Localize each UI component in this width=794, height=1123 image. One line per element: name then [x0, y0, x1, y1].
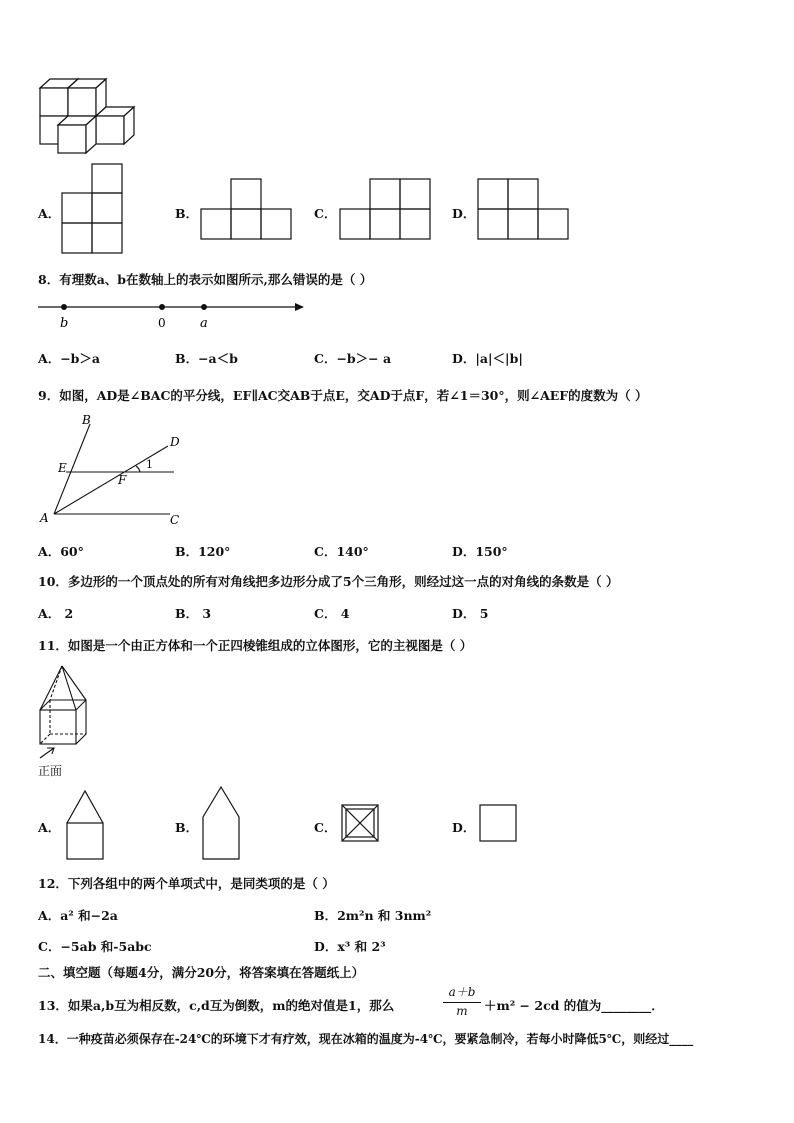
q7-option-c-figure [338, 177, 432, 241]
q11-solid-figure [36, 662, 94, 760]
q11-option-c-figure [340, 803, 382, 845]
q9-option-a: A．60° [38, 544, 84, 559]
q10-option-c: C． 4 [314, 606, 350, 621]
q9-label-F: F [118, 473, 127, 487]
q7-option-c-label: C． [314, 206, 337, 221]
q12-option-c: C．−5ab 和-5abc [38, 939, 152, 954]
q11-option-a-label: A． [38, 820, 61, 835]
q7-cube-figure [36, 76, 146, 160]
q8-option-c: C．−b＞− a [314, 351, 392, 366]
q8-option-b: B．−a＜b [175, 351, 238, 366]
q9-label-C: C [170, 513, 180, 527]
q12-stem: 12．下列各组中的两个单项式中，是同类项的是（ ） [38, 876, 335, 891]
q8-option-d: D．|a|＜|b| [452, 351, 523, 366]
q10-option-d: D． 5 [452, 606, 489, 621]
q11-option-a-figure [65, 787, 105, 863]
q8-stem: 8．有理数a、b在数轴上的表示如图所示,那么错误的是（ ） [38, 272, 373, 287]
q11-stem: 11．如图是一个由正方体和一个正四棱锥组成的立体图形，它的主视图是（ ） [38, 638, 473, 653]
q8-axis-label-a: a [200, 316, 208, 331]
q8-axis-label-b: b [60, 316, 69, 331]
q7-option-a-label: A． [38, 206, 61, 221]
q11-option-b-figure [201, 785, 243, 863]
q8-option-a: A．−b＞a [38, 351, 101, 366]
q9-label-one: 1 [146, 458, 153, 471]
q14-stem: 14．一种疫苗必须保存在-24℃的环境下才有疗效，现在冰箱的温度为-4℃，要紧急制冷，若每小时降低5℃，则经过____ [38, 1032, 694, 1046]
q8-axis-label-zero: 0 [158, 316, 166, 330]
q9-label-E: E [58, 461, 67, 475]
q11-option-d-label: D． [452, 820, 476, 835]
q9-option-d: D．150° [452, 544, 508, 559]
q9-label-D: D [170, 435, 180, 449]
q9-option-c: C．140° [314, 544, 369, 559]
q11-option-d-figure [478, 803, 520, 845]
q7-option-a-figure [60, 163, 124, 255]
q12-option-b: B．2m²n 和 3nm² [314, 908, 432, 923]
q13-fraction [443, 983, 481, 1018]
q9-label-A: A [40, 511, 49, 525]
q9-stem: 9．如图，AD是∠BAC的平分线，EF∥AC交AB于点E，交AD于点F，若∠1＝30°，则∠AEF的度数为（ ） [38, 388, 648, 403]
q12-option-d: D．x³ 和 2³ [314, 939, 386, 954]
q7-option-d-figure [476, 177, 570, 241]
q9-option-b: B．120° [175, 544, 231, 559]
q10-option-b: B． 3 [175, 606, 212, 621]
q13-fraction-bar [443, 1002, 481, 1003]
q7-option-b-label: B． [175, 206, 199, 221]
q7-option-b-figure [199, 177, 293, 241]
q8-number-line [36, 297, 308, 335]
section2-heading: 二、填空题（每题4分，满分20分，将答案填在答题纸上） [38, 965, 365, 980]
q10-stem: 10．多边形的一个顶点处的所有对角线把多边形分成了5个三角形，则经过这一点的对角线的条数是（ ） [38, 574, 619, 589]
q11-front-label: 正面 [38, 764, 63, 778]
q7-option-d-label: D． [452, 206, 476, 221]
q11-option-c-label: C． [314, 820, 337, 835]
q9-figure [36, 410, 186, 532]
q9-label-B: B [82, 413, 91, 427]
q13-part1: 13．如果a,b互为相反数，c,d互为倒数，m的绝对值是1，那么 [38, 998, 395, 1013]
q13-fraction-denominator: m [456, 1004, 468, 1018]
q13-part2: ＋m² − 2cd 的值为________． [484, 998, 664, 1013]
q11-option-b-label: B． [175, 820, 199, 835]
q12-option-a: A．a² 和−2a [38, 908, 118, 923]
q10-option-a: A． 2 [38, 606, 74, 621]
q13-fraction-numerator: a＋b [448, 985, 476, 999]
